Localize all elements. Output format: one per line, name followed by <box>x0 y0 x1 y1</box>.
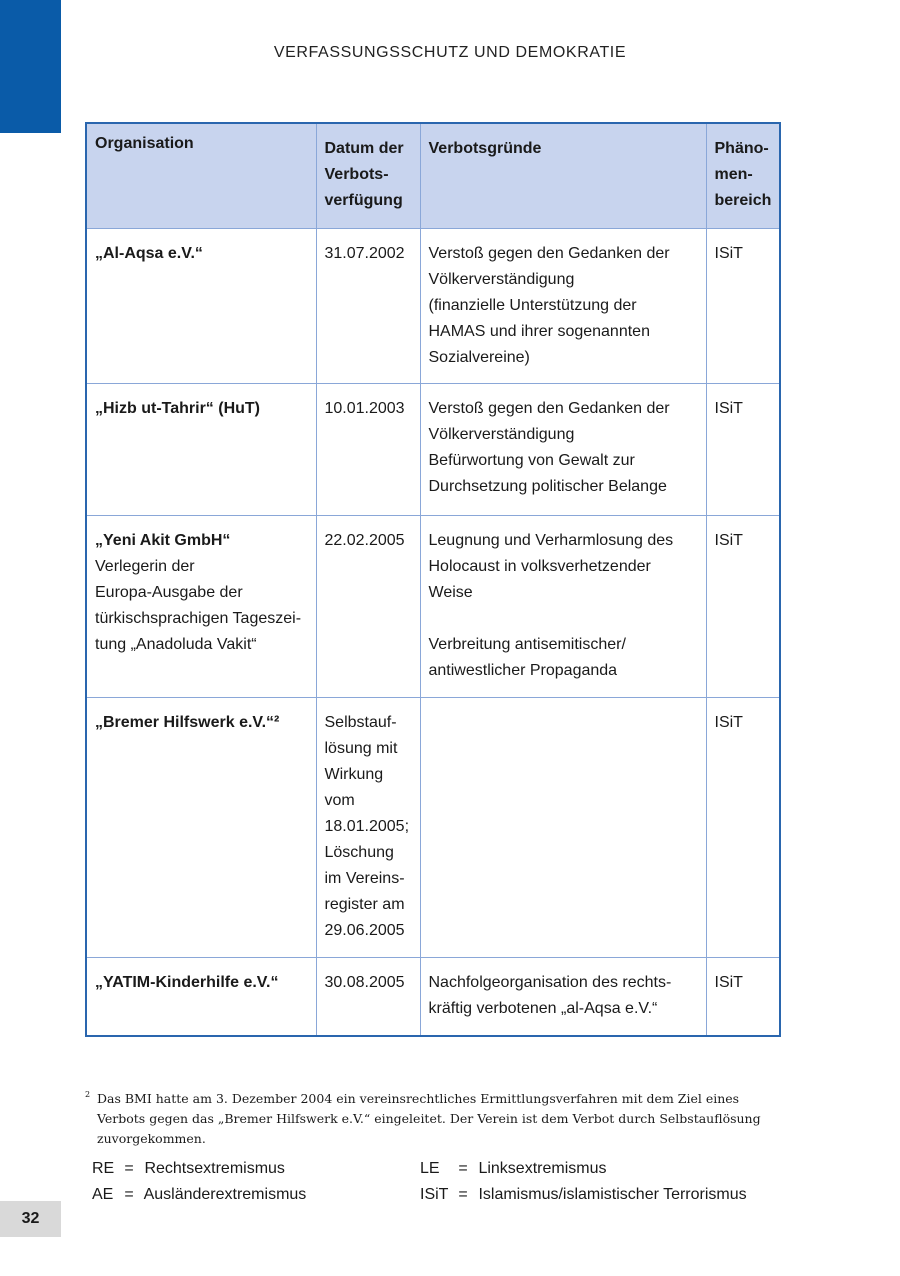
table-row <box>86 384 780 516</box>
text-line: 29.06.2005 <box>324 922 405 939</box>
cell-text-lines <box>325 136 412 214</box>
running-header: VERFASSUNGSSCHUTZ UND DEMOKRATIE <box>273 44 627 61</box>
cell-area: ISiT <box>706 229 780 384</box>
ban-table <box>85 122 781 1037</box>
footnote-text: Das BMI hatte am 3. Dezember 2004 ein vereinsrechtliches Ermittlungsverfahren mit dem Ziel eines Verbots gegen das „Bremer Hilfswerk e.V.“ eingeleitet. Der Verein ist dem Verbot durch Selbstauflösung zuvorgekommen. <box>97 1091 761 1146</box>
text-line: kräftig verbotenen „al-Aqsa e.V.“ <box>428 1000 658 1017</box>
footnote-mark: 2 <box>85 1090 91 1099</box>
cell-organisation <box>86 698 316 958</box>
text-line: Leugnung und Verharmlosung des <box>428 532 674 549</box>
table-row <box>86 958 780 1037</box>
org-name: „Al-Aqsa e.V.“ <box>95 245 203 262</box>
legend-equals: = <box>124 1160 134 1177</box>
header-datum <box>316 123 420 229</box>
table-row <box>86 516 780 698</box>
cell-organisation <box>86 384 316 516</box>
text-line: 10.01.2003 <box>324 400 405 417</box>
legend-text: Islamismus/islamistischer Terrorismus <box>478 1186 747 1203</box>
cell-text-lines <box>325 710 412 944</box>
text-line: lösung mit <box>324 740 398 757</box>
text-line: 30.08.2005 <box>324 974 405 991</box>
text-line: bereich <box>714 192 772 209</box>
legend-text: Rechtsextremismus <box>144 1160 285 1177</box>
text-line: Verlegerin der <box>95 558 195 575</box>
cell-date <box>316 384 420 516</box>
legend-equals: = <box>458 1160 468 1177</box>
text-line: Holocaust in volksverhetzender <box>428 558 651 575</box>
legend-text: Linksextremismus <box>478 1160 607 1177</box>
header-organisation <box>86 123 316 229</box>
cell-area: ISiT <box>706 384 780 516</box>
cell-reasons <box>420 958 706 1037</box>
header-phaenomenbereich <box>706 123 780 229</box>
text-line: Sozialvereine) <box>428 349 530 366</box>
legend-text: Ausländerextremismus <box>143 1186 307 1203</box>
text-line: Selbstauf- <box>324 714 397 731</box>
text-line: türkischsprachigen Tageszei- <box>95 610 302 627</box>
page-number: 32 <box>0 1201 61 1237</box>
text-line: Phäno- <box>714 140 769 157</box>
legend-item-re <box>92 1156 285 1182</box>
text-line: HAMAS und ihrer sogenannten <box>428 323 650 340</box>
text-line: Organisation <box>95 135 194 152</box>
legend-abbr: ISiT <box>420 1186 449 1203</box>
section-color-tab <box>0 0 61 133</box>
table-header-row <box>86 123 780 229</box>
cell-text-lines <box>325 528 412 554</box>
text-line: Wirkung <box>324 766 384 783</box>
cell-organisation <box>86 516 316 698</box>
text-line: Europa-Ausgabe der <box>95 584 243 601</box>
legend-equals: = <box>458 1186 468 1203</box>
cell-text-lines <box>325 396 412 422</box>
cell-reasons <box>420 229 706 384</box>
legend-item-le <box>420 1156 606 1182</box>
org-name: „Bremer Hilfswerk e.V.“² <box>95 714 280 731</box>
text-line: Datum der <box>324 140 404 157</box>
cell-text-lines <box>429 970 698 1022</box>
ban-table-container <box>85 122 779 1037</box>
cell-reasons <box>420 384 706 516</box>
legend-abbr: RE <box>92 1160 115 1177</box>
table-row <box>86 229 780 384</box>
text-line: vom <box>324 792 355 809</box>
cell-text-lines <box>429 241 698 371</box>
text-line: Verbotsgründe <box>428 140 542 157</box>
text-line <box>429 606 698 632</box>
text-line: Weise <box>428 584 473 601</box>
cell-organisation <box>86 958 316 1037</box>
text-line: 22.02.2005 <box>324 532 405 549</box>
cell-date <box>316 698 420 958</box>
text-line: Verbreitung antisemitischer/ <box>428 636 626 653</box>
cell-date <box>316 229 420 384</box>
org-name: „Hizb ut-Tahrir“ (HuT) <box>95 400 261 417</box>
cell-text-lines <box>95 554 308 658</box>
text-line: antiwestlicher Propaganda <box>428 662 618 679</box>
legend-abbr: AE <box>92 1186 114 1203</box>
legend-item-isit <box>420 1182 747 1208</box>
text-line: im Vereins- <box>324 870 405 887</box>
legend-equals: = <box>124 1186 134 1203</box>
text-line: men- <box>714 166 753 183</box>
text-line: Völkerverständigung <box>428 271 575 288</box>
cell-text-lines <box>429 136 698 162</box>
text-line: Durchsetzung politischer Belange <box>428 478 667 495</box>
text-line: Befürwortung von Gewalt zur <box>428 452 635 469</box>
table-row <box>86 698 780 958</box>
text-line: 31.07.2002 <box>324 245 405 262</box>
cell-area: ISiT <box>706 958 780 1037</box>
text-line: Nachfolgeorganisation des rechts- <box>428 974 672 991</box>
cell-text-lines <box>325 241 412 267</box>
cell-area: ISiT <box>706 698 780 958</box>
text-line: (finanzielle Unterstützung der <box>428 297 637 314</box>
header-verbotsgruende <box>420 123 706 229</box>
text-line: verfügung <box>324 192 403 209</box>
text-line: tung „Anadoluda Vakit“ <box>95 636 257 653</box>
text-line: Verstoß gegen den Gedanken der <box>428 245 670 262</box>
text-line: Völkerverständigung <box>428 426 575 443</box>
cell-reasons <box>420 516 706 698</box>
cell-date <box>316 516 420 698</box>
footnote <box>85 1089 779 1149</box>
cell-text-lines <box>715 136 772 214</box>
text-line: Verstoß gegen den Gedanken der <box>428 400 670 417</box>
cell-reasons <box>420 698 706 958</box>
text-line: Löschung <box>324 844 394 861</box>
cell-area: ISiT <box>706 516 780 698</box>
cell-organisation <box>86 229 316 384</box>
cell-text-lines <box>95 131 308 157</box>
org-name: „Yeni Akit GmbH“ <box>95 532 231 549</box>
legend-abbr: LE <box>420 1160 440 1177</box>
org-name: „YATIM-Kinderhilfe e.V.“ <box>95 974 279 991</box>
cell-text-lines <box>429 396 698 500</box>
cell-text-lines <box>429 528 698 684</box>
text-line: 18.01.2005; <box>324 818 410 835</box>
text-line: Verbots- <box>324 166 389 183</box>
text-line: register am <box>324 896 405 913</box>
cell-date <box>316 958 420 1037</box>
cell-text-lines <box>325 970 412 996</box>
legend-item-ae <box>92 1182 306 1208</box>
